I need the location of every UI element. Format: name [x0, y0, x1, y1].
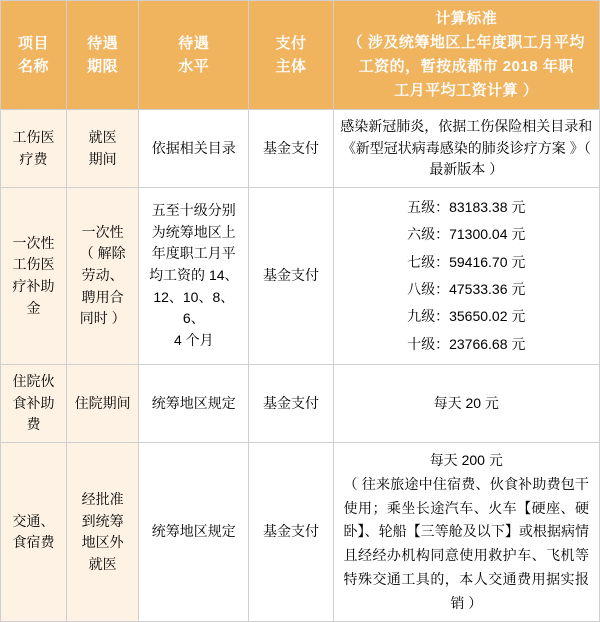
header-row — [1, 1, 600, 110]
table-header — [1, 1, 600, 110]
header-period-line1: 待遇 — [87, 34, 119, 52]
row1-standard-grades — [333, 188, 599, 365]
header-period-line2: 期限 — [87, 58, 119, 75]
table-row — [1, 442, 600, 622]
row3-period-line1: 经批准 — [81, 490, 124, 507]
grade-level-7: 七级：59416.70 元 — [407, 253, 526, 270]
table-row — [1, 188, 600, 365]
header-calculation-standard — [333, 1, 599, 110]
transport-standard-note — [340, 449, 593, 616]
row2-level: 统筹地区规定 — [139, 364, 249, 442]
table-body — [1, 110, 600, 622]
row1-name-line2: 工伤医 — [12, 256, 55, 273]
row-name-transport-accommodation-fee — [1, 442, 67, 622]
row3-period-line2: 到统筹 — [81, 512, 124, 529]
row1-level-line4: 均工资的 14、 — [149, 267, 239, 284]
row-name-lump-sum-medical-subsidy — [1, 188, 67, 365]
row1-period-line3: 劳动、 — [81, 267, 124, 284]
row1-level-line6: 4 个月 — [173, 332, 214, 349]
row1-level-line3: 年度职工月平 — [151, 245, 236, 262]
grade-level-10: 十级：23766.68 元 — [407, 335, 526, 352]
header-calc-line4: 工月平均工资计算 ） — [394, 82, 539, 99]
header-payer — [249, 1, 333, 110]
row1-period-line2: （ 解除 — [79, 245, 126, 262]
row1-level-line1: 五至十级分别 — [151, 202, 236, 219]
row0-period-line1: 就医 — [88, 128, 117, 145]
table-row — [1, 364, 600, 442]
header-calc-line1: 计算标准 — [435, 10, 498, 27]
row1-period-line5: 同时 ） — [79, 310, 126, 327]
row2-name-line2: 食补助费 — [12, 394, 55, 433]
row1-name-line3: 疗补助金 — [12, 277, 55, 316]
header-payer-line1: 支付 — [275, 34, 307, 52]
table-row — [1, 110, 600, 188]
row0-standard: 感染新冠肺炎，依据工伤保险相关目录和《新型冠状病毒感染的肺炎诊疗方案 》（ 最新版本 ） — [333, 110, 599, 188]
row1-name-line1: 一次性 — [12, 234, 55, 251]
row2-name-line1: 住院伙 — [12, 372, 55, 389]
grade-level-5: 五级：83183.38 元 — [407, 199, 526, 216]
header-calc-line2: （ 涉及统筹地区上年度职工月平均 — [347, 34, 585, 51]
row0-period — [67, 110, 139, 188]
row3-standard — [333, 442, 599, 622]
row3-period — [67, 442, 139, 622]
row1-period-line4: 聘用合 — [81, 288, 124, 305]
row3-level: 统筹地区规定 — [139, 442, 249, 622]
header-level — [139, 1, 249, 110]
row0-name-line1: 工伤医 — [12, 128, 55, 145]
row3-name-line2: 食宿费 — [12, 534, 55, 551]
row-name-hospital-meal-subsidy — [1, 364, 67, 442]
row0-level: 依据相关目录 — [139, 110, 249, 188]
grade-list — [340, 194, 593, 358]
header-project-name-line1: 项目 — [18, 34, 50, 52]
row2-payer: 基金支付 — [249, 364, 333, 442]
row3-period-line3: 地区外 — [81, 534, 124, 551]
row3-payer: 基金支付 — [249, 442, 333, 622]
grade-level-8: 八级：47533.36 元 — [407, 280, 526, 297]
header-level-line2: 水平 — [178, 58, 210, 75]
transport-standard-detail: （ 往来旅途中住宿费、伙食补助费包干使用；乘坐长途汽车、火车【硬座、硬卧】、轮船【三等舱及以下】或根据病情且经经办机构同意使用救护车、飞机等特殊交通工具的，本人交通费用据实报销 ） — [343, 475, 589, 611]
header-period — [67, 1, 139, 110]
row1-period — [67, 188, 139, 365]
header-level-line1: 待遇 — [178, 34, 210, 52]
row1-level-line5: 12、10、8、6、 — [153, 288, 235, 327]
grade-level-6: 六级：71300.04 元 — [407, 226, 526, 243]
header-project-name — [1, 1, 67, 110]
row1-level-line2: 为统筹地区上 — [151, 223, 236, 240]
header-calc-line3: 工资的，暂按成都市 2018 年职 — [358, 58, 574, 75]
row2-period: 住院期间 — [67, 364, 139, 442]
grade-level-9: 九级：35650.02 元 — [407, 308, 526, 325]
row1-payer: 基金支付 — [249, 188, 333, 365]
row3-period-line4: 就医 — [88, 555, 117, 572]
row-name-medical-fee — [1, 110, 67, 188]
header-payer-line2: 主体 — [275, 58, 307, 75]
row0-period-line2: 期间 — [88, 150, 117, 167]
header-project-name-line2: 名称 — [18, 58, 50, 75]
row1-level — [139, 188, 249, 365]
transport-standard-amount: 每天 200 元 — [429, 451, 503, 468]
row0-payer: 基金支付 — [249, 110, 333, 188]
row2-standard: 每天 20 元 — [333, 364, 599, 442]
row3-name-line1: 交通、 — [12, 512, 55, 529]
row0-name-line2: 疗费 — [19, 150, 48, 167]
row1-period-line1: 一次性 — [81, 223, 124, 240]
